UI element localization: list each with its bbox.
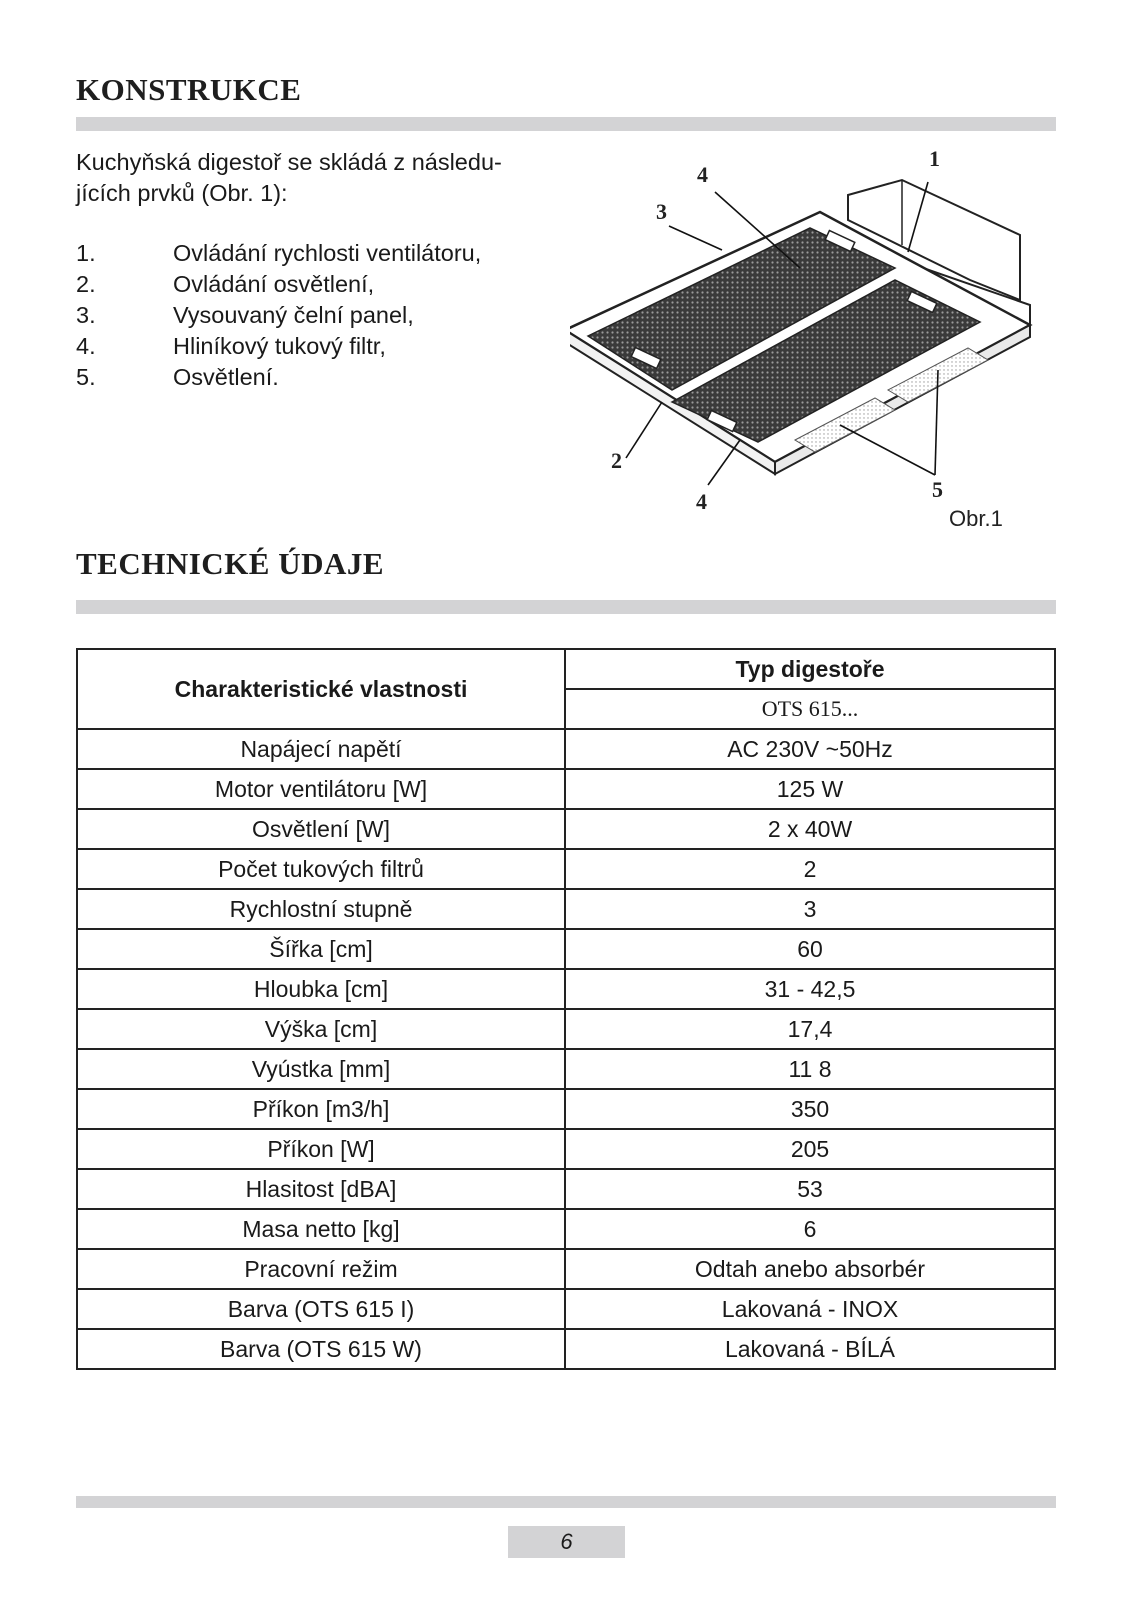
table-row <box>77 929 1055 969</box>
table-row <box>77 849 1055 889</box>
row-label: Šířka [cm] <box>77 929 565 969</box>
row-value: 2 x 40W <box>565 809 1055 849</box>
row-label: Pracovní režim <box>77 1249 565 1289</box>
row-label: Napájecí napětí <box>77 729 565 769</box>
list-item-label: Ovládání osvětlení, <box>173 271 375 297</box>
list-item-number: 1. <box>76 240 96 266</box>
table-row <box>77 1089 1055 1129</box>
row-label: Barva (OTS 615 I) <box>77 1289 565 1329</box>
list-item <box>76 331 481 362</box>
section-title-construction: KONSTRUKCE <box>76 72 302 107</box>
row-label: Výška [cm] <box>77 1009 565 1049</box>
row-label: Motor ventilátoru [W] <box>77 769 565 809</box>
row-value: 53 <box>565 1169 1055 1209</box>
row-value: 17,4 <box>565 1009 1055 1049</box>
table-row <box>77 1169 1055 1209</box>
list-item <box>76 300 481 331</box>
table-header-row <box>77 649 1055 689</box>
row-value: 11 8 <box>565 1049 1055 1089</box>
page-number: 6 <box>508 1526 625 1558</box>
list-item-label: Ovládání rychlosti ventilátoru, <box>173 240 482 266</box>
row-label: Hloubka [cm] <box>77 969 565 1009</box>
row-label: Masa netto [kg] <box>77 1209 565 1249</box>
callout-2: 2 <box>611 448 622 473</box>
row-label: Počet tukových filtrů <box>77 849 565 889</box>
row-label: Rychlostní stupně <box>77 889 565 929</box>
list-item-label: Osvětlení. <box>173 364 279 390</box>
table-row <box>77 1249 1055 1289</box>
row-value: 6 <box>565 1209 1055 1249</box>
row-value: Odtah anebo absorbér <box>565 1249 1055 1289</box>
table-row <box>77 769 1055 809</box>
list-item-label: Vysouvaný čelní panel, <box>173 302 414 328</box>
section-divider <box>76 600 1056 614</box>
footer-divider <box>76 1496 1056 1508</box>
callout-4-bottom: 4 <box>696 489 707 514</box>
table-row <box>77 969 1055 1009</box>
row-value: 3 <box>565 889 1055 929</box>
section-title-technical: TECHNICKÉ ÚDAJE <box>76 546 385 581</box>
table-row <box>77 1129 1055 1169</box>
table-row <box>77 1329 1055 1369</box>
row-value: Lakovaná - INOX <box>565 1289 1055 1329</box>
model-name: OTS 615... <box>565 689 1055 729</box>
table-row <box>77 1289 1055 1329</box>
parts-list <box>76 238 481 393</box>
list-item <box>76 362 481 393</box>
row-value: 2 <box>565 849 1055 889</box>
row-label: Hlasitost [dBA] <box>77 1169 565 1209</box>
list-item <box>76 269 481 300</box>
callout-5: 5 <box>932 477 943 502</box>
table-row <box>77 729 1055 769</box>
list-item-number: 4. <box>76 333 96 359</box>
row-label: Osvětlení [W] <box>77 809 565 849</box>
table-row <box>77 889 1055 929</box>
callout-1: 1 <box>929 146 940 171</box>
row-value: 205 <box>565 1129 1055 1169</box>
header-characteristics: Charakteristické vlastnosti <box>77 649 565 729</box>
row-label: Příkon [W] <box>77 1129 565 1169</box>
intro-line-1: Kuchyňská digestoř se skládá z následu- <box>76 149 502 175</box>
list-item <box>76 238 481 269</box>
list-item-number: 3. <box>76 302 96 328</box>
intro-paragraph <box>76 147 576 209</box>
table-row <box>77 1209 1055 1249</box>
list-item-label: Hliníkový tukový filtr, <box>173 333 386 359</box>
row-value: AC 230V ~50Hz <box>565 729 1055 769</box>
section-divider <box>76 117 1056 131</box>
row-label: Příkon [m3/h] <box>77 1089 565 1129</box>
table-row <box>77 1009 1055 1049</box>
row-value: 31 - 42,5 <box>565 969 1055 1009</box>
row-value: 125 W <box>565 769 1055 809</box>
row-value: Lakovaná - BÍLÁ <box>565 1329 1055 1369</box>
header-hood-type: Typ digestoře <box>565 649 1055 689</box>
row-label: Vyústka [mm] <box>77 1049 565 1089</box>
table-row <box>77 1049 1055 1089</box>
range-hood-diagram <box>570 140 1050 550</box>
row-value: 350 <box>565 1089 1055 1129</box>
callout-4-top: 4 <box>697 162 708 187</box>
callout-3: 3 <box>656 199 667 224</box>
spec-table <box>76 648 1056 1370</box>
intro-line-2: jících prvků (Obr. 1): <box>76 180 288 206</box>
table-row <box>77 809 1055 849</box>
row-label: Barva (OTS 615 W) <box>77 1329 565 1369</box>
row-value: 60 <box>565 929 1055 969</box>
list-item-number: 5. <box>76 364 96 390</box>
figure-caption: Obr.1 <box>949 506 1003 531</box>
list-item-number: 2. <box>76 271 96 297</box>
